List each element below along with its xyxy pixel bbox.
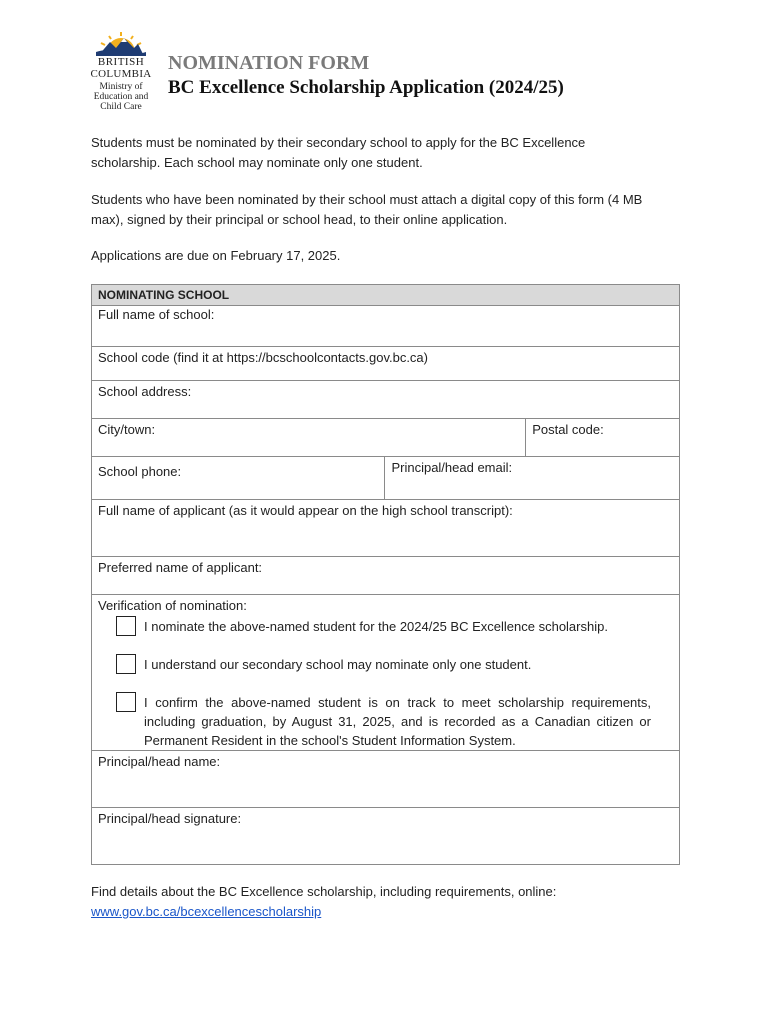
footer: [91, 882, 556, 922]
field-label: School address:: [98, 384, 192, 399]
city-field[interactable]: [92, 419, 526, 457]
section-title: NOMINATING SCHOOL: [98, 288, 230, 302]
postal-code-field[interactable]: [526, 419, 680, 457]
field-label: Principal/head name:: [98, 754, 221, 769]
intro-paragraph: Students must be nominated by their secondary school to apply for the BC Excellence scholarship. Each school may nominate only one student.: [91, 135, 586, 170]
nomination-form-table: [91, 284, 680, 865]
form-label: NOMINATION FORM: [168, 52, 370, 74]
footer-text: Find details about the BC Excellence scholarship, including requirements, online:: [91, 884, 557, 899]
field-label: Principal/head signature:: [98, 811, 242, 826]
principal-name-field[interactable]: [92, 751, 680, 808]
scholarship-link[interactable]: www.gov.bc.ca/bcexcellencescholarship: [91, 904, 322, 919]
logo-ministry-text: Education and: [93, 92, 149, 102]
field-label: City/town:: [98, 422, 156, 437]
principal-signature-field[interactable]: [92, 808, 680, 865]
page-title: BC Excellence Scholarship Application (2024/25): [168, 77, 564, 98]
checkbox-label: I confirm the above-named student is on track to meet scholarship requirements, including graduation, by August 31, 2025, and is recorded as a Canadian citizen or Permanent Resident in the school's Student Information System.: [144, 695, 651, 748]
principal-email-field[interactable]: [385, 457, 680, 500]
field-label: Full name of school:: [98, 307, 215, 322]
understand-checkbox[interactable]: [116, 654, 136, 674]
check-row-nominate: [98, 616, 673, 654]
verification-section: [92, 595, 680, 751]
field-label: Principal/head email:: [391, 460, 513, 475]
school-address-field[interactable]: [92, 381, 680, 419]
sun-mountains-icon: [96, 30, 146, 56]
applicant-name-field[interactable]: [92, 500, 680, 557]
field-label: Postal code:: [532, 422, 604, 437]
logo-ministry-text: Ministry of: [99, 82, 143, 92]
section-header: [92, 285, 680, 306]
logo-text: COLUMBIA: [90, 68, 152, 80]
confirm-checkbox[interactable]: [116, 692, 136, 712]
logo-text: BRITISH: [97, 56, 145, 68]
bc-ministry-logo: [88, 28, 154, 116]
nominate-checkbox[interactable]: [116, 616, 136, 636]
field-label: School code (find it at https://bcschoolcontacts.gov.bc.ca): [98, 350, 428, 365]
field-label: Full name of applicant (as it would appear on the high school transcript):: [98, 503, 513, 518]
school-code-field[interactable]: [92, 347, 680, 381]
preferred-name-field[interactable]: [92, 557, 680, 595]
check-row-understand: [98, 654, 673, 692]
field-label: Verification of nomination:: [98, 598, 247, 613]
checkbox-label: I understand our secondary school may nominate only one student.: [144, 657, 532, 672]
check-row-confirm: [98, 692, 673, 750]
intro-paragraph: Students who have been nominated by their school must attach a digital copy of this form (4 MB max), signed by their principal or school head, to their online application.: [91, 192, 643, 227]
logo-ministry-text: Child Care: [100, 102, 142, 112]
field-label: Preferred name of applicant:: [98, 560, 263, 575]
checkbox-label: I nominate the above-named student for the 2024/25 BC Excellence scholarship.: [144, 619, 608, 634]
due-date-paragraph: Applications are due on February 17, 2025.: [91, 248, 341, 263]
school-name-field[interactable]: [92, 306, 680, 347]
field-label: School phone:: [98, 464, 182, 479]
school-phone-field[interactable]: [92, 457, 385, 500]
